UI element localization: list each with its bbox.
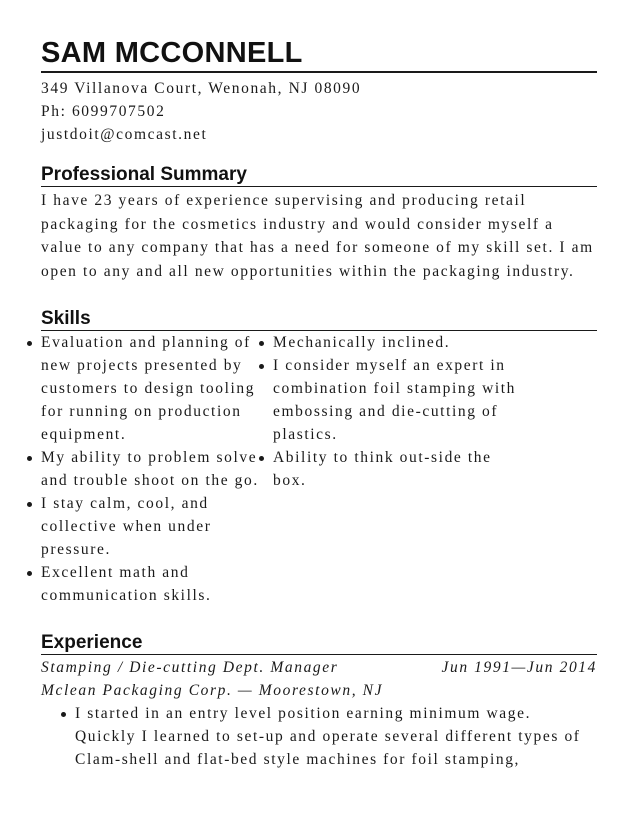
candidate-name: SAM MCCONNELL bbox=[41, 36, 597, 73]
contact-block bbox=[41, 77, 597, 146]
job-header bbox=[41, 656, 597, 679]
phone: Ph: 6099707502 bbox=[41, 103, 166, 120]
job-bullets bbox=[41, 702, 597, 771]
skill-item: Excellent math and communication skills. bbox=[41, 561, 273, 607]
job-bullet: I started in an entry level position earning minimum wage. Quickly I learned to set-up and operate several different types of Clam-shell and flat-bed style machines for foil stamping, bbox=[75, 702, 597, 771]
experience-heading: Experience bbox=[41, 632, 597, 655]
summary-text: I have 23 years of experience supervising and producing retail packaging for the cosmetics industry and would consider myself a value to any company that has a need for someone of my skill set. I am open to any and all new opportunities within the packaging industry. bbox=[41, 192, 594, 280]
job-role: Stamping / Die-cutting Dept. Manager bbox=[41, 659, 339, 676]
skill-item: My ability to problem solve and trouble shoot on the go. bbox=[41, 446, 273, 492]
skill-item: Ability to think out-side the box. bbox=[273, 446, 523, 492]
skills-left-list bbox=[41, 331, 273, 607]
job-company: Mclean Packaging Corp. — Moorestown, NJ bbox=[41, 682, 384, 699]
skill-item: Mechanically inclined. bbox=[273, 331, 523, 354]
address: 349 Villanova Court, Wenonah, NJ 08090 bbox=[41, 80, 362, 97]
job-entry bbox=[41, 656, 597, 771]
skill-item: Evaluation and planning of new projects presented by customers to design tooling for running on production equipment. bbox=[41, 331, 273, 446]
skill-item: I consider myself an expert in combination foil stamping with embossing and die-cutting of plastics. bbox=[273, 354, 523, 446]
job-company-row bbox=[41, 679, 597, 702]
resume-page bbox=[41, 36, 597, 771]
skill-item: I stay calm, cool, and collective when under pressure. bbox=[41, 492, 273, 561]
skills-columns bbox=[41, 331, 597, 607]
skills-right-list bbox=[273, 331, 523, 607]
skills-heading: Skills bbox=[41, 308, 597, 331]
job-dates: Jun 1991—Jun 2014 bbox=[441, 659, 597, 676]
summary-heading: Professional Summary bbox=[41, 164, 597, 187]
email: justdoit@comcast.net bbox=[41, 126, 208, 143]
